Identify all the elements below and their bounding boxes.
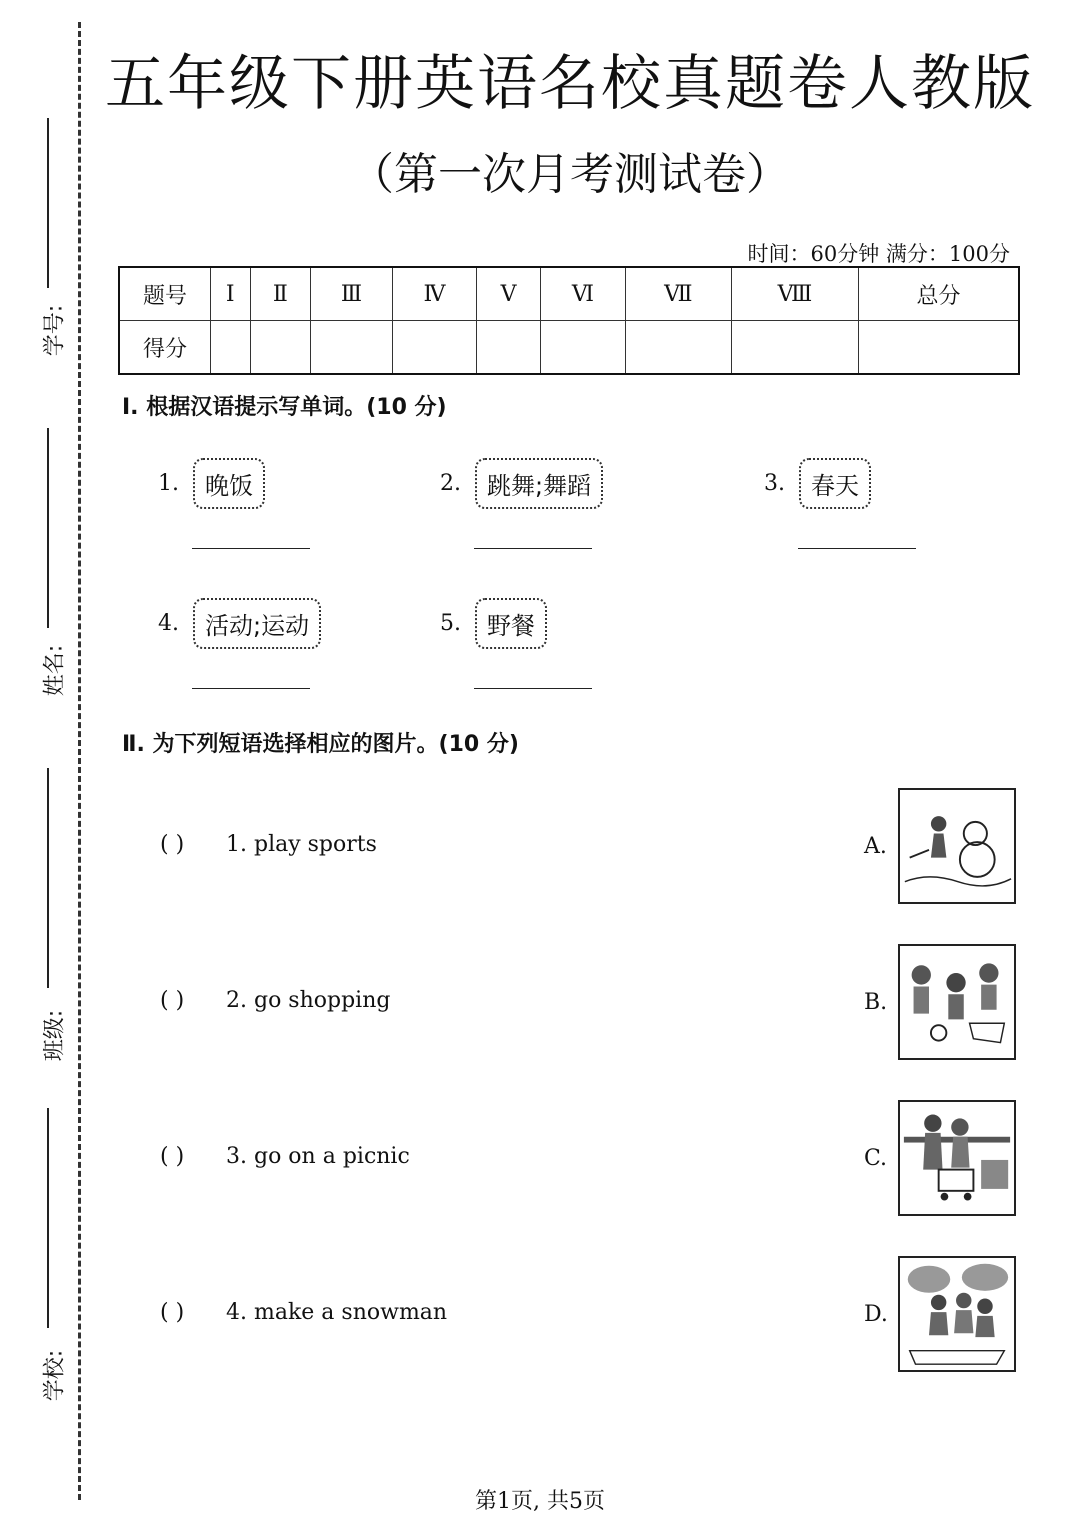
score-input-cell[interactable] xyxy=(211,321,251,375)
item-number: 1. xyxy=(158,471,179,496)
school-line xyxy=(47,1108,49,1328)
table-cell: Ⅳ xyxy=(392,267,476,321)
score-input-cell[interactable] xyxy=(859,321,1019,375)
table-cell: 题号 xyxy=(119,267,211,321)
answer-paren[interactable]: ( ) xyxy=(160,1144,185,1169)
class-line xyxy=(47,768,49,988)
table-cell: Ⅷ xyxy=(731,267,858,321)
item-number: 4. xyxy=(158,611,179,636)
shopping-picture xyxy=(898,1100,1016,1216)
score-input-cell[interactable] xyxy=(625,321,731,375)
score-input-cell[interactable] xyxy=(392,321,476,375)
item-number: 5. xyxy=(440,611,461,636)
phrase-text: 2. go shopping xyxy=(226,988,391,1013)
answer-blank[interactable] xyxy=(798,548,916,549)
binding-dashed-line xyxy=(78,22,81,1500)
section1-heading: Ⅰ. 根据汉语提示写单词。(10 分) xyxy=(122,395,447,420)
table-cell: 得分 xyxy=(119,321,211,375)
sports-picture xyxy=(898,944,1016,1060)
table-cell: Ⅴ xyxy=(477,267,541,321)
table-cell: Ⅶ xyxy=(625,267,731,321)
table-row xyxy=(119,267,1019,321)
phrase-text: 4. make a snowman xyxy=(226,1300,448,1325)
school-label: 学校: xyxy=(42,1349,68,1402)
answer-blank[interactable] xyxy=(474,548,592,549)
table-cell: Ⅰ xyxy=(211,267,251,321)
table-cell: 总分 xyxy=(859,267,1019,321)
item-number: 2. xyxy=(440,471,461,496)
page-subtitle: （第一次月考测试卷） xyxy=(350,149,790,200)
option-letter: A. xyxy=(864,834,887,859)
word-hint: 晚饭 xyxy=(193,458,265,509)
word-hint: 活动;运动 xyxy=(193,598,321,649)
name-label: 姓名: xyxy=(42,644,68,697)
snowman-icon xyxy=(900,790,1014,902)
score-input-cell[interactable] xyxy=(250,321,311,375)
shopping-icon xyxy=(900,1102,1014,1214)
snowman-picture xyxy=(898,788,1016,904)
page-title: 五年级下册英语名校真题卷人教版 xyxy=(105,49,1035,119)
table-cell: Ⅵ xyxy=(540,267,625,321)
answer-paren[interactable]: ( ) xyxy=(160,832,185,857)
word-item xyxy=(764,458,871,509)
table-cell: Ⅲ xyxy=(311,267,393,321)
score-input-cell[interactable] xyxy=(731,321,858,375)
exam-meta: 时间：60分钟 满分：100分 xyxy=(747,242,1010,266)
score-input-cell[interactable] xyxy=(477,321,541,375)
phrase-text: 3. go on a picnic xyxy=(226,1144,410,1169)
answer-paren[interactable]: ( ) xyxy=(160,988,185,1013)
table-row xyxy=(119,321,1019,375)
score-input-cell[interactable] xyxy=(311,321,393,375)
match-item xyxy=(160,1144,410,1169)
page-footer: 第1页, 共5页 xyxy=(475,1489,605,1514)
picnic-picture xyxy=(898,1256,1016,1372)
word-item xyxy=(440,598,547,649)
word-hint: 跳舞;舞蹈 xyxy=(475,458,603,509)
word-hint: 野餐 xyxy=(475,598,547,649)
student-id-line xyxy=(47,118,49,288)
option-letter: D. xyxy=(864,1302,888,1327)
answer-blank[interactable] xyxy=(192,548,310,549)
item-number: 3. xyxy=(764,471,785,496)
option-letter: C. xyxy=(864,1146,888,1171)
match-item xyxy=(160,988,390,1013)
option-letter: B. xyxy=(864,990,888,1015)
match-item xyxy=(160,1300,447,1325)
match-item xyxy=(160,832,377,857)
picnic-icon xyxy=(900,1258,1014,1370)
word-item xyxy=(440,458,603,509)
table-cell: Ⅱ xyxy=(250,267,311,321)
answer-blank[interactable] xyxy=(192,688,310,689)
score-table xyxy=(118,266,1020,375)
phrase-text: 1. play sports xyxy=(226,832,377,857)
answer-blank[interactable] xyxy=(474,688,592,689)
word-hint: 春天 xyxy=(799,458,871,509)
answer-paren[interactable]: ( ) xyxy=(160,1300,185,1325)
section2-heading: Ⅱ. 为下列短语选择相应的图片。(10 分) xyxy=(122,732,519,757)
word-item xyxy=(158,598,321,649)
sports-icon xyxy=(900,946,1014,1058)
score-input-cell[interactable] xyxy=(540,321,625,375)
student-id-label: 学号: xyxy=(42,304,68,357)
class-label: 班级: xyxy=(42,1009,68,1062)
name-line xyxy=(47,428,49,628)
word-item xyxy=(158,458,265,509)
